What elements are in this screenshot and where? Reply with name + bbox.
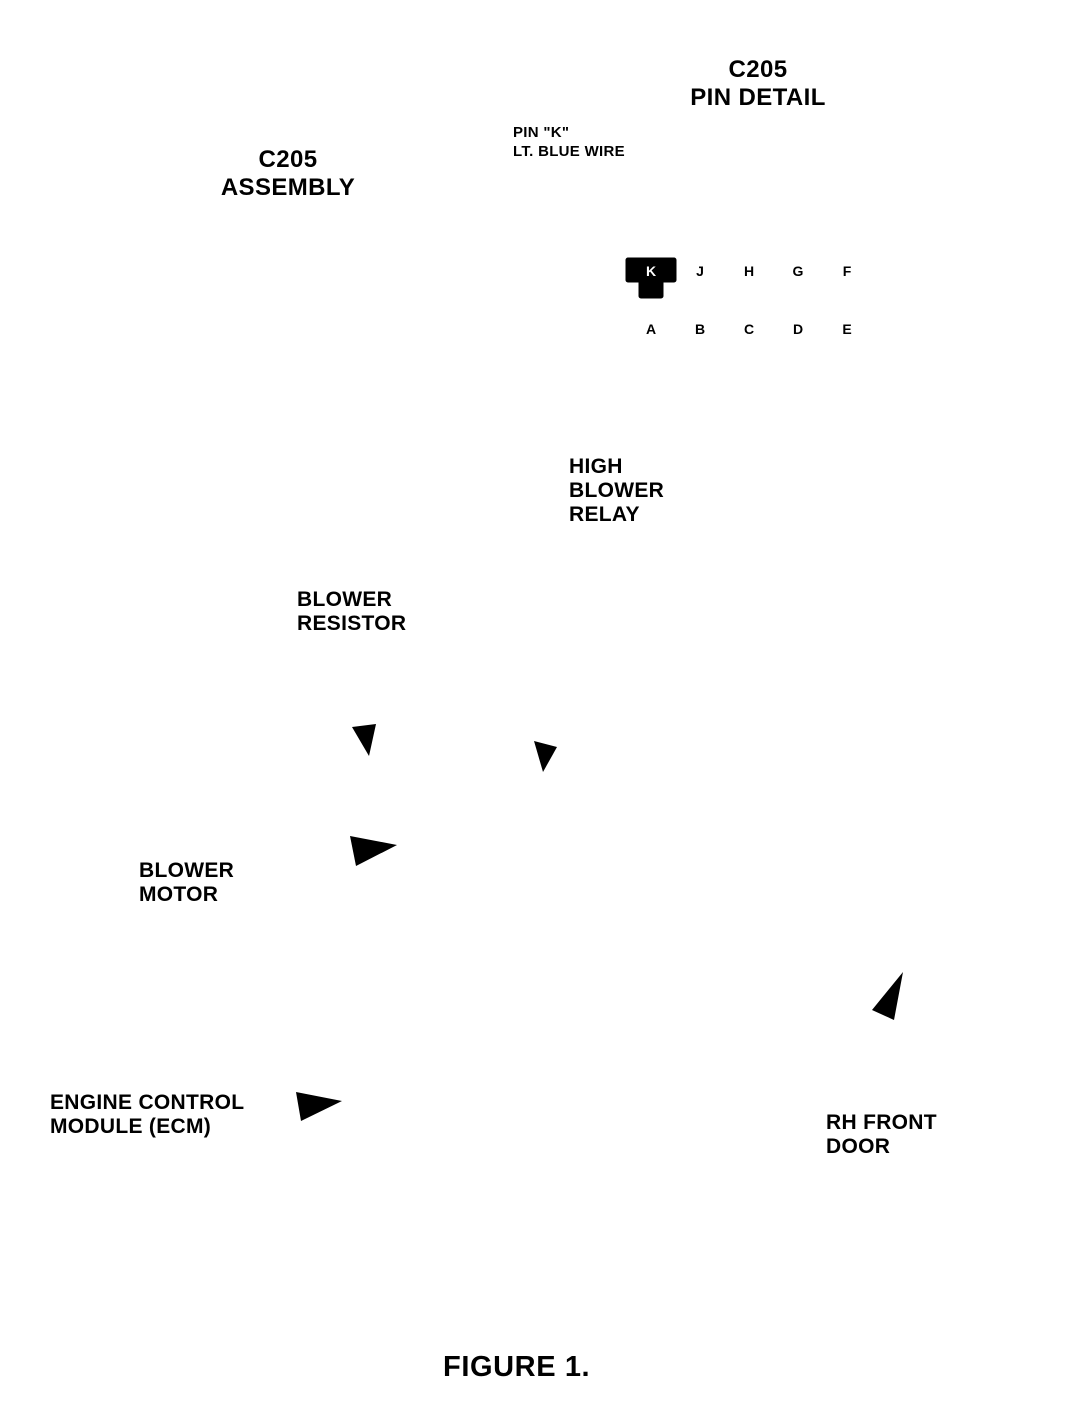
blower-motor-part — [420, 858, 580, 1108]
blower-resistor-arrow — [349, 634, 365, 733]
pin-d — [775, 302, 821, 338]
ecm-part — [295, 954, 547, 1226]
pin-g — [775, 260, 821, 296]
pin-letter-h: H — [743, 263, 755, 279]
pin-k — [621, 239, 681, 305]
pin-e — [824, 302, 870, 338]
pin-a — [628, 302, 674, 338]
pin-letter-k: K — [645, 263, 657, 279]
high-blower-relay-part — [604, 646, 840, 814]
assembly-title-line2: ASSEMBLY — [220, 174, 356, 201]
ecm-label: ENGINE CONTROL MODULE (ECM) — [50, 1091, 245, 1138]
pin-detail-title — [666, 56, 850, 112]
block-arrow-icon — [438, 206, 528, 309]
blower-motor-label: BLOWER MOTOR — [139, 859, 235, 906]
pin-c — [726, 302, 772, 338]
pin-letter-e: E — [842, 321, 852, 337]
pin-h — [726, 260, 772, 296]
c205-pin-detail — [551, 133, 904, 368]
pin-letter-f: F — [842, 263, 852, 279]
pin-detail-title-line1: C205 — [728, 56, 788, 83]
rh-front-door-arrow — [855, 1021, 884, 1105]
pin-f — [824, 260, 870, 296]
pin-letter-b: B — [694, 321, 706, 337]
pin-b — [677, 302, 723, 338]
c205-location-circle — [402, 659, 577, 814]
pin-k-note-line1: PIN "K" — [513, 124, 570, 141]
blower-motor-arrow — [231, 854, 358, 871]
pin-letter-g: G — [792, 263, 804, 279]
high-blower-relay-arrow — [551, 518, 612, 745]
figure-caption: FIGURE 1. — [443, 1351, 591, 1383]
high-blower-relay-label: HIGH BLOWER RELAY — [569, 455, 665, 526]
pin-letter-a: A — [645, 321, 657, 337]
rh-front-door-label: RH FRONT DOOR — [826, 1111, 937, 1158]
pin-letter-c: C — [743, 321, 755, 337]
pin-detail-title-line2: PIN DETAIL — [690, 84, 826, 111]
pin-k-note — [511, 123, 627, 161]
pin-k-note-line2: LT. BLUE WIRE — [513, 143, 625, 160]
pin-k-leader-line — [600, 168, 636, 247]
blower-resistor-label: BLOWER RESISTOR — [297, 588, 407, 635]
assembly-title-line1: C205 — [258, 146, 318, 173]
assembly-callout-title — [204, 146, 372, 202]
pin-letter-j: J — [696, 263, 704, 279]
pin-j — [677, 260, 723, 296]
pin-letter-d: D — [792, 321, 804, 337]
